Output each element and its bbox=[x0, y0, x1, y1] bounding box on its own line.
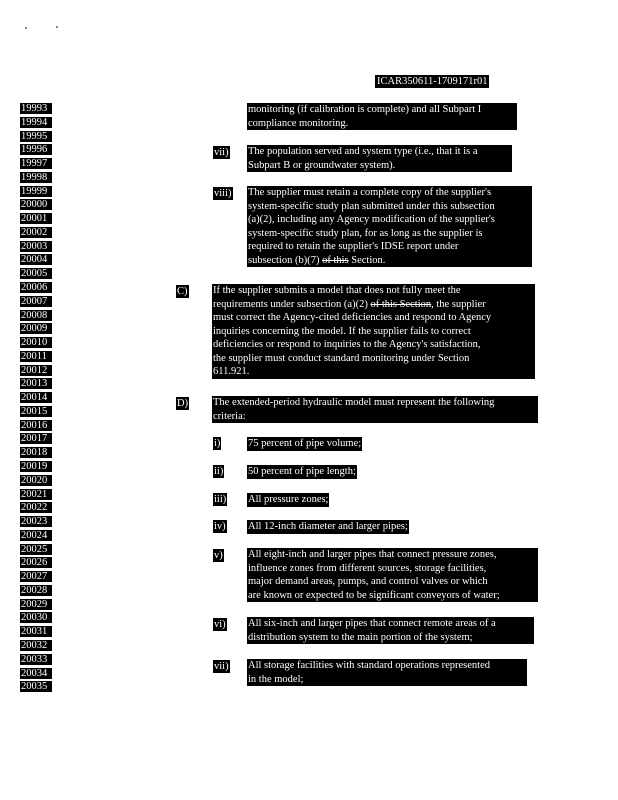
line-number: 20004 bbox=[20, 254, 52, 265]
line-number: 20034 bbox=[20, 668, 52, 679]
line-number: 19993 bbox=[20, 103, 52, 114]
item-marker-iii: iii) bbox=[214, 494, 227, 505]
text-line: subsection (b)(7) of this Section. bbox=[248, 254, 386, 266]
text-line: The extended-period hydraulic model must represent the following bbox=[213, 397, 495, 408]
line-number: 20002 bbox=[20, 227, 52, 238]
item-v-text bbox=[247, 548, 538, 602]
line-number: 20023 bbox=[20, 516, 52, 527]
line-number: 20003 bbox=[20, 241, 52, 252]
line-number: 20006 bbox=[20, 282, 52, 293]
line-number: 20018 bbox=[20, 447, 52, 458]
text-line: inquiries concerning the model. If the supplier fails to correct bbox=[213, 325, 471, 337]
text-line: The supplier must retain a complete copy of the supplier's bbox=[248, 187, 492, 198]
scan-speck bbox=[25, 27, 27, 29]
line-number: 20005 bbox=[20, 268, 52, 279]
text-line: If the supplier submits a model that does not fully meet the bbox=[213, 285, 461, 296]
item-ii-text: 50 percent of pipe length; bbox=[248, 466, 356, 477]
line-number: 20031 bbox=[20, 626, 52, 637]
item-vii-text bbox=[247, 145, 512, 172]
line-number: 20032 bbox=[20, 640, 52, 651]
line-number: 20035 bbox=[20, 681, 52, 692]
line-number: 19997 bbox=[20, 158, 52, 169]
text-line: Subpart B or groundwater system). bbox=[248, 159, 396, 171]
item-vii-2-text bbox=[247, 659, 527, 686]
line-number: 20009 bbox=[20, 323, 52, 334]
line-number: 20024 bbox=[20, 530, 52, 541]
line-number: 20000 bbox=[20, 199, 52, 210]
text-line: system-specific study plan submitted under this subsection bbox=[248, 200, 495, 212]
text-line: All eight-inch and larger pipes that connect pressure zones, bbox=[248, 549, 497, 560]
line-number: 20027 bbox=[20, 571, 52, 582]
item-i-text: 75 percent of pipe volume; bbox=[248, 438, 362, 449]
line-number: 20033 bbox=[20, 654, 52, 665]
line-number: 20017 bbox=[20, 433, 52, 444]
line-number: 20001 bbox=[20, 213, 52, 224]
text-line: must correct the Agency-cited deficiencies and respond to Agency bbox=[213, 312, 492, 323]
scan-speck bbox=[56, 26, 58, 28]
line-number: 19996 bbox=[20, 144, 52, 155]
line-number: 20008 bbox=[20, 310, 52, 321]
line-number: 19998 bbox=[20, 172, 52, 183]
line-number: 20022 bbox=[20, 502, 52, 513]
item-marker-iv: iv) bbox=[214, 521, 226, 532]
line-number: 20016 bbox=[20, 420, 52, 431]
line-number: 19999 bbox=[20, 186, 52, 197]
line-number: 20030 bbox=[20, 612, 52, 623]
item-iv-text: All 12-inch diameter and larger pipes; bbox=[248, 521, 408, 532]
item-vi-text bbox=[247, 617, 534, 644]
text-line: required to retain the supplier's IDSE report under bbox=[248, 241, 459, 252]
text-line: requirements under subsection (a)(2) of this Section, the supplier bbox=[213, 298, 486, 310]
line-number: 20021 bbox=[20, 489, 52, 500]
item-C-text bbox=[212, 284, 535, 379]
text-line: All storage facilities with standard operations represented bbox=[248, 660, 491, 671]
line-number: 20020 bbox=[20, 475, 52, 486]
line-number: 19995 bbox=[20, 131, 52, 142]
text-line: major demand areas, pumps, and control valves or which bbox=[248, 576, 488, 587]
text-line: monitoring (if calibration is complete) and all Subpart I bbox=[248, 104, 482, 115]
text-line: the supplier must conduct standard monitoring under Section bbox=[213, 352, 470, 364]
text-line: are known or expected to be significant conveyors of water; bbox=[248, 589, 500, 601]
item-D-text bbox=[212, 396, 538, 423]
text-line: 611.921. bbox=[213, 366, 250, 377]
item-marker-ii: ii) bbox=[214, 466, 224, 477]
line-number: 20015 bbox=[20, 406, 52, 417]
item-viii-text bbox=[247, 186, 532, 267]
text-line: All six-inch and larger pipes that connect remote areas of a bbox=[248, 618, 496, 629]
line-number: 19994 bbox=[20, 117, 52, 128]
item-marker-vii: vii) bbox=[214, 147, 229, 158]
line-number: 20010 bbox=[20, 337, 52, 348]
line-number: 20019 bbox=[20, 461, 52, 472]
item-iii-text: All pressure zones; bbox=[248, 494, 329, 505]
text-line: (a)(2), including any Agency modification of the supplier's bbox=[248, 214, 495, 225]
struck-text: of this bbox=[322, 254, 349, 266]
struck-text: of this Section bbox=[370, 298, 432, 310]
text-line: criteria: bbox=[213, 410, 246, 422]
continuation-text bbox=[247, 103, 517, 130]
item-marker-vi: vi) bbox=[214, 619, 226, 630]
text-line: The population served and system type (i.e., that it is a bbox=[248, 146, 478, 157]
text-line: distribution system to the main portion of the system; bbox=[248, 631, 473, 643]
text-line: compliance monitoring. bbox=[248, 117, 349, 129]
text-line: deficiencies or respond to inquiries to the Agency's satisfaction, bbox=[213, 339, 481, 350]
line-number: 20014 bbox=[20, 392, 52, 403]
item-marker-vii-2: vii) bbox=[214, 661, 229, 672]
line-number: 20025 bbox=[20, 544, 52, 555]
text-line: influence zones from different sources, storage facilities, bbox=[248, 562, 487, 574]
item-marker-D: D) bbox=[177, 398, 189, 409]
header-code: ICAR350611-1709171r01 bbox=[377, 76, 488, 87]
line-number: 20013 bbox=[20, 378, 52, 389]
line-number: 20029 bbox=[20, 599, 52, 610]
line-number: 20012 bbox=[20, 365, 52, 376]
line-number: 20011 bbox=[20, 351, 52, 362]
item-marker-C: C) bbox=[177, 286, 188, 297]
item-marker-viii: viii) bbox=[214, 188, 232, 199]
item-marker-v: v) bbox=[214, 550, 223, 561]
line-number: 20026 bbox=[20, 557, 52, 568]
text-line: system-specific study plan, for as long as the supplier is bbox=[248, 227, 483, 239]
text-line: in the model; bbox=[248, 673, 304, 685]
line-number: 20007 bbox=[20, 296, 52, 307]
item-marker-i: i) bbox=[214, 438, 221, 449]
line-number: 20028 bbox=[20, 585, 52, 596]
